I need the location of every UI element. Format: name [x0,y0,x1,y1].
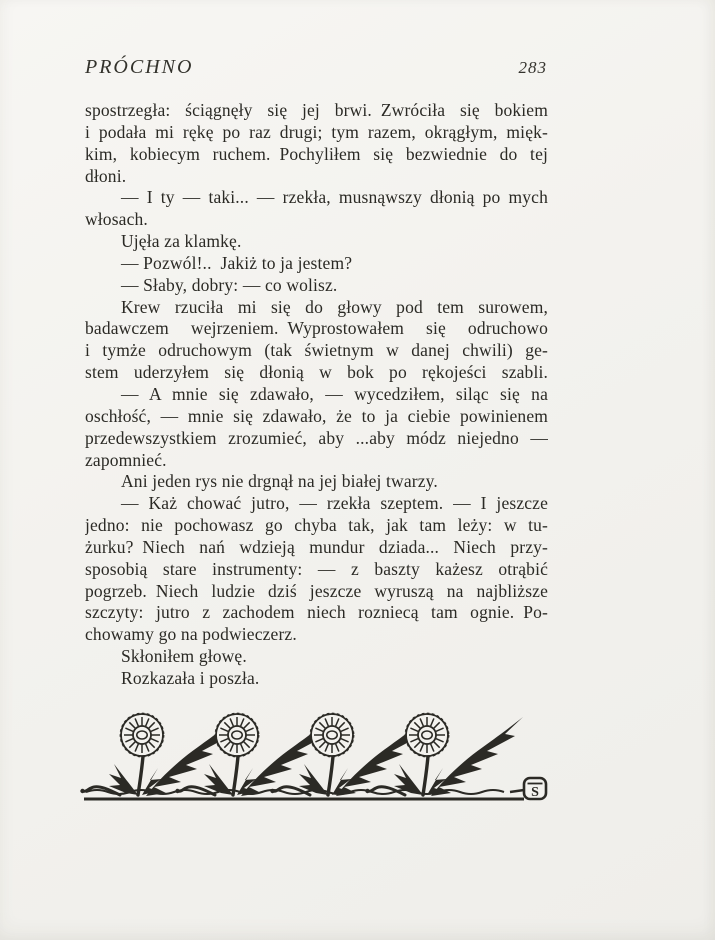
text-line: — A mnie się zdawało, — wycedziłem, siląc się na [121,383,548,404]
text-line: — Każ chować jutro, — rzekła szeptem. — I jeszcze [121,493,548,514]
text-line: oschłość, — mnie się zdawało, że to ja ciebie powinienem [85,405,548,426]
text-line: szczyty: jutro z zachodem niech rozniecą tam ognie. Po- [85,602,548,623]
monogram-connector [510,790,524,792]
text-line: przedewszystkiem zrozumieć, aby ...aby módz niejedno — [85,427,548,448]
text-line: i podała mi rękę po raz drugi; tym razem, okrągłym, mięk- [85,121,548,142]
running-header [85,56,547,79]
text-line: — Słaby, dobry: — co wolisz. [121,274,338,295]
text-line: Krew rzuciła mi się do głowy pod tem surowem, [121,296,548,317]
page-number: 283 [518,58,547,77]
text-line: zapomnieć. [85,449,167,470]
text-line: dłoni. [85,165,127,186]
text-line: Ujęła za klamkę. [121,231,242,252]
text-line: Ani jeden rys nie drgnął na jej białej twarzy. [121,471,438,492]
text-line: — I ty — taki... — rzekła, musnąwszy dłonią po mych [121,187,548,208]
body-text [85,100,548,690]
monogram-stamp [510,778,546,800]
ornament-dandelion-frieze [78,706,553,808]
text-line: Skłoniłem głowę. [121,646,247,667]
text-line: stem uderzyłem się dłonią w bok po rękojeści szabli. [85,362,548,383]
text-line: i tymże odruchowym (tak świetnym w danej chwili) ge- [85,340,548,361]
text-line: Rozkazała i poszła. [121,667,260,688]
text-line: — Pozwól!.. Jakiż to ja jestem? [121,252,353,273]
text-line: spostrzegła: ściągnęły się jej brwi. Zwróciła się bokiem [85,100,548,120]
text-line: jedno: nie pochowasz go chyba tak, jak tam leży: w tu- [85,515,548,536]
book-title: PRÓCHNO [85,56,194,78]
monogram-letter: S [531,785,539,800]
text-line: żurku? Niech nań wdzieją mundur dziada... Niech przy- [85,536,548,557]
text-line: kim, kobiecym ruchem. Pochyliłem się bezwiednie do tej [85,143,548,164]
text-line: włosach. [85,209,148,230]
text-line: sposobią stare instrumenty: — z baszty każesz otrąbić [85,558,548,579]
text-line: pogrzeb. Niech ludzie dziś jeszcze wyruszą na najbliższe [85,580,548,601]
text-line: badawczem wejrzeniem. Wyprostowałem się odruchowo [85,318,548,339]
text-line: chowamy go na podwieczerz. [85,624,297,645]
